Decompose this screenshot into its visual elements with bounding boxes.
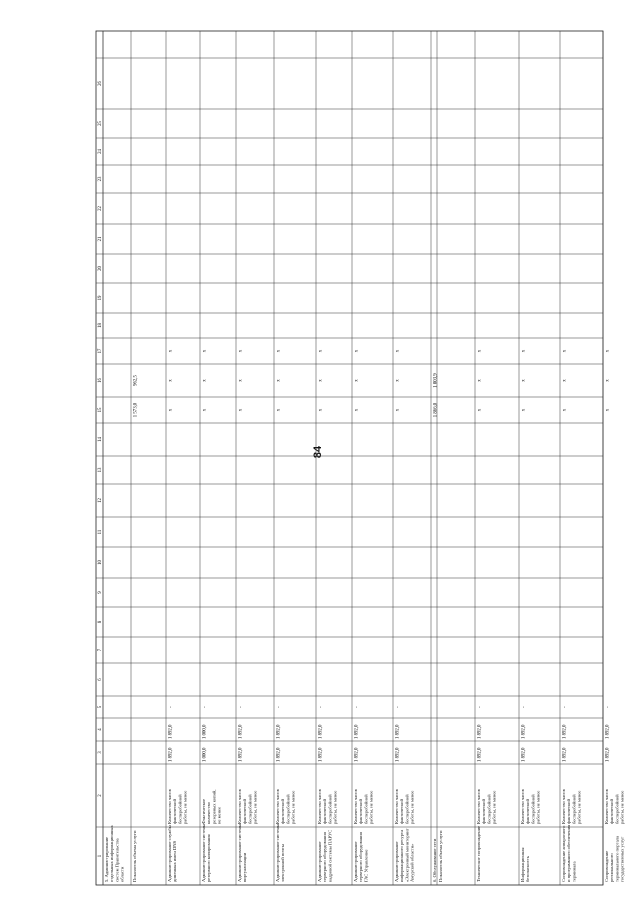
svg-text:бесперебойной: бесперебойной	[177, 794, 183, 824]
row-name	[561, 824, 576, 882]
value-col-17: x	[562, 349, 568, 353]
value-col-15: x	[395, 408, 401, 412]
svg-text:Количество часов: Количество часов	[167, 789, 172, 824]
row-name	[432, 838, 437, 882]
value-col-4: 1 892,0	[521, 724, 527, 739]
svg-text:работы, не менее: работы, не менее	[332, 790, 338, 824]
svg-text:бесперебойной: бесперебойной	[614, 794, 620, 824]
svg-text:бесперебойной: бесперебойной	[571, 794, 577, 824]
value-col-15: x	[168, 408, 174, 412]
svg-text:фактической: фактической	[172, 799, 178, 824]
value-col-17: x	[318, 349, 324, 353]
svg-text:терминала: терминала	[571, 861, 577, 882]
column-number: 3	[98, 751, 103, 754]
svg-text:систем Правительства: систем Правительства	[114, 838, 120, 882]
svg-text:работы, не менее: работы, не менее	[576, 790, 582, 824]
svg-text:фактической: фактической	[566, 799, 572, 824]
svg-text:Администрирование: Администрирование	[353, 841, 358, 882]
svg-text:работы, не менее: работы, не менее	[491, 790, 497, 824]
value-col-17: x	[202, 349, 208, 353]
value-col-16: x	[318, 379, 324, 382]
value-col-5: -	[521, 706, 527, 708]
svg-text:серверного оборудования: серверного оборудования	[322, 832, 328, 882]
svg-text:Администрирование: Администрирование	[394, 841, 399, 882]
value-col-16: x	[477, 379, 483, 382]
value-col-3: 1 892,0	[168, 747, 174, 762]
svg-text:Администрирование системы: Администрирование системы	[275, 823, 280, 882]
column-number: 17	[98, 348, 103, 354]
value-col-4: 1 892,0	[562, 724, 568, 739]
svg-text:ГАС Управление: ГАС Управление	[363, 849, 369, 882]
svg-text:резервных копий,: резервных копий,	[211, 789, 217, 824]
value-col-17: x	[168, 349, 174, 353]
row-name	[438, 830, 443, 882]
value-col-15: x	[238, 408, 244, 412]
column-number: 20	[98, 266, 103, 271]
value-col-16: x	[562, 379, 568, 382]
column-number: 12	[98, 498, 103, 503]
value-col-15: 1 573,0	[133, 402, 139, 418]
value-col-4: 1 892,0	[276, 724, 282, 739]
svg-text:5. Администрирование: 5. Администрирование	[104, 836, 109, 882]
row-name	[104, 825, 125, 882]
svg-text:работы, не менее: работы, не менее	[368, 790, 374, 824]
value-col-15: x	[202, 408, 208, 412]
value-col-17: x	[238, 349, 244, 353]
value-col-4: 1 892,0	[238, 724, 244, 739]
svg-text:Количество часов: Количество часов	[520, 789, 525, 824]
value-col-16: x	[521, 379, 527, 382]
svg-text:фактической: фактической	[322, 799, 328, 824]
svg-text:Количество часов: Количество часов	[476, 789, 481, 824]
value-col-16: x	[238, 379, 244, 382]
svg-text:Показатель объема услуги: Показатель объема услуги	[438, 830, 443, 882]
value-col-3: 1 892,0	[605, 747, 611, 762]
value-col-3: 1 892,0	[238, 747, 244, 762]
value-col-17: x	[354, 349, 360, 353]
value-col-5: -	[477, 706, 483, 708]
svg-text:Количество часов: Количество часов	[317, 789, 322, 824]
svg-text:фактической: фактической	[525, 799, 531, 824]
value-col-16: 962,5	[133, 375, 139, 386]
svg-text:Количество часов: Количество часов	[604, 789, 609, 824]
row-name	[520, 847, 530, 882]
column-number: 13	[98, 467, 103, 473]
svg-text:бесперебойной: бесперебойной	[530, 794, 536, 824]
svg-text:регионального: регионального	[609, 853, 615, 882]
svg-text:бесперебойной: бесперебойной	[327, 794, 333, 824]
row-name	[353, 831, 368, 882]
value-col-15: x	[521, 408, 527, 412]
row-indicator	[201, 789, 222, 824]
row-indicator	[476, 788, 498, 824]
row-indicator	[275, 788, 297, 824]
row-name	[237, 824, 247, 882]
column-number: 8	[98, 620, 103, 624]
value-col-5: -	[168, 706, 174, 708]
value-col-15: x	[477, 408, 483, 412]
value-col-16: x	[202, 379, 208, 382]
svg-text:серверного оборудования: серверного оборудования	[358, 832, 364, 882]
column-number: 10	[98, 560, 103, 565]
value-col-4: 1 892,0	[354, 724, 360, 739]
row-indicator	[604, 788, 626, 824]
column-number: 21	[98, 236, 103, 242]
value-col-16: x	[276, 379, 282, 382]
svg-text:государственных услуг: государственных услуг	[619, 836, 625, 882]
svg-text:кадровой системы ПАРУС: кадровой системы ПАРУС	[327, 829, 333, 882]
value-col-5: -	[318, 706, 324, 708]
svg-text:области: области	[119, 866, 125, 882]
value-col-5: -	[276, 706, 282, 708]
value-col-5: -	[354, 706, 360, 708]
value-col-4: 1 892,0	[477, 724, 483, 739]
row-name	[201, 824, 211, 882]
svg-text:Амурской области»: Амурской области»	[409, 843, 415, 882]
svg-text:Сопровождение: Сопровождение	[604, 850, 609, 882]
svg-text:Количество часов: Количество часов	[275, 789, 280, 824]
svg-text:работы, не менее: работы, не менее	[619, 790, 625, 824]
column-number: 5	[98, 705, 103, 709]
value-col-15: 1 866,0	[433, 402, 439, 418]
svg-text:работы, не менее: работы, не менее	[290, 790, 296, 824]
value-col-4: 1 892,0	[605, 724, 611, 739]
value-col-16: 1 003,9	[433, 373, 439, 388]
svg-text:и программного обеспечения: и программного обеспечения	[566, 824, 572, 882]
row-indicator	[167, 788, 189, 824]
svg-text:Показатель объема услуги: Показатель объема услуги	[132, 830, 137, 882]
svg-text:6. Обслуживание сети: 6. Обслуживание сети	[432, 838, 437, 882]
svg-text:Администрирование системы: Администрирование системы	[237, 823, 242, 882]
column-number: 14	[98, 437, 103, 442]
row-indicator	[520, 788, 542, 824]
svg-text:«Электронный мониторинг: «Электронный мониторинг	[404, 828, 410, 882]
svg-text:работы, не менее: работы, не менее	[409, 790, 415, 824]
value-col-3: 1 892,0	[562, 747, 568, 762]
svg-text:бесперебойной: бесперебойной	[486, 794, 492, 824]
column-number: 19	[98, 295, 103, 301]
column-number: 2	[98, 794, 103, 797]
value-col-3: 1 892,0	[395, 747, 401, 762]
svg-text:Техническое сопровождение: Техническое сопровождение	[476, 825, 481, 882]
column-number: 25	[98, 121, 103, 126]
value-col-5: -	[395, 706, 401, 708]
value-col-15: x	[605, 408, 611, 412]
svg-text:фактической: фактической	[242, 799, 248, 824]
svg-text:Администрирование службы: Администрирование службы	[167, 825, 172, 882]
svg-text:Количество часов: Количество часов	[353, 789, 358, 824]
value-col-4: 1 892,0	[168, 724, 174, 739]
page-number: 84	[312, 445, 325, 459]
value-col-3: 1 892,0	[477, 747, 483, 762]
column-number: 4	[98, 728, 103, 731]
value-col-4: 1 000,0	[202, 724, 208, 739]
row-name	[275, 824, 285, 882]
svg-text:бесперебойной: бесперебойной	[247, 794, 253, 824]
value-col-15: x	[562, 408, 568, 412]
svg-text:Информационная: Информационная	[520, 847, 525, 882]
column-number: 15	[98, 407, 103, 413]
value-col-5: -	[605, 706, 611, 708]
row-name	[317, 830, 332, 882]
value-col-4: 1 892,0	[395, 724, 401, 739]
column-number: 26	[98, 81, 103, 86]
row-indicator	[237, 788, 259, 824]
svg-text:Фактическое: Фактическое	[201, 798, 206, 824]
value-col-3: 1 892,0	[318, 747, 324, 762]
value-col-16: x	[168, 379, 174, 382]
column-number: 7	[98, 648, 103, 652]
svg-text:работы, не менее: работы, не менее	[182, 790, 188, 824]
value-col-16: x	[395, 379, 401, 382]
value-col-15: x	[354, 408, 360, 412]
column-number: 24	[98, 149, 103, 154]
column-number: 16	[98, 378, 103, 383]
value-col-3: 1 892,0	[521, 747, 527, 762]
svg-text:Сопровождение аппаратного: Сопровождение аппаратного	[561, 825, 566, 882]
column-number: 9	[98, 591, 103, 594]
value-col-16: x	[605, 379, 611, 382]
column-number: 11	[98, 529, 103, 535]
value-col-15: x	[318, 408, 324, 412]
value-col-17: x	[276, 349, 282, 353]
svg-text:отдельных информационных: отдельных информационных	[109, 825, 115, 882]
svg-text:фактической: фактической	[280, 799, 286, 824]
value-col-5: -	[238, 706, 244, 708]
row-indicator	[394, 788, 416, 824]
svg-text:Количество часов: Количество часов	[394, 789, 399, 824]
value-col-3: 1 892,0	[276, 747, 282, 762]
svg-text:Количество часов: Количество часов	[561, 789, 566, 824]
svg-text:терминального портала: терминального портала	[614, 835, 620, 882]
svg-text:резервного копирования: резервного копирования	[206, 834, 212, 882]
value-col-17: x	[477, 349, 483, 353]
svg-text:бесперебойной: бесперебойной	[404, 794, 410, 824]
value-col-5: -	[562, 706, 568, 708]
svg-text:количество: количество	[206, 802, 212, 824]
value-col-17: x	[605, 349, 611, 353]
value-col-17: x	[395, 349, 401, 353]
svg-text:не менее: не менее	[216, 806, 222, 824]
svg-text:фактической: фактической	[358, 799, 364, 824]
value-col-3: 1 892,0	[354, 747, 360, 762]
column-number: 6	[98, 678, 103, 681]
row-name	[476, 826, 481, 882]
value-col-17: x	[521, 349, 527, 353]
row-name	[394, 828, 415, 882]
svg-text:доменных имен DNS: доменных имен DNS	[172, 840, 178, 882]
svg-text:бесперебойной: бесперебойной	[363, 794, 369, 824]
row-indicator	[561, 788, 583, 824]
svg-text:электронной почты: электронной почты	[280, 844, 286, 882]
svg-text:безопасность: безопасность	[525, 855, 531, 882]
value-col-3: 1 000,0	[202, 747, 208, 762]
value-col-16: x	[354, 379, 360, 382]
svg-text:Количество часов: Количество часов	[237, 789, 242, 824]
svg-text:работы, не менее: работы, не менее	[535, 790, 541, 824]
row-name	[167, 825, 177, 882]
svg-text:бесперебойной: бесперебойной	[285, 794, 291, 824]
row-indicator	[317, 788, 339, 824]
svg-text:информационного ресурса: информационного ресурса	[399, 829, 405, 882]
svg-text:фактической: фактической	[481, 799, 487, 824]
svg-text:работы, не менее: работы, не менее	[252, 790, 258, 824]
row-indicator	[353, 788, 375, 824]
svg-text:Администрирование системы: Администрирование системы	[201, 823, 206, 882]
svg-text:виртуализации: виртуализации	[242, 852, 248, 882]
row-name	[132, 830, 137, 882]
svg-text:фактической: фактической	[609, 799, 615, 824]
column-number: 22	[98, 206, 103, 211]
column-number: 18	[98, 323, 103, 328]
svg-text:Администрирование: Администрирование	[317, 841, 322, 882]
value-col-4: 1 892,0	[318, 724, 324, 739]
value-col-5: -	[202, 706, 208, 708]
svg-text:фактической: фактической	[399, 799, 405, 824]
column-number: 1	[98, 854, 103, 858]
column-number: 23	[98, 176, 103, 182]
row-name	[604, 836, 625, 882]
value-col-15: x	[276, 408, 282, 412]
